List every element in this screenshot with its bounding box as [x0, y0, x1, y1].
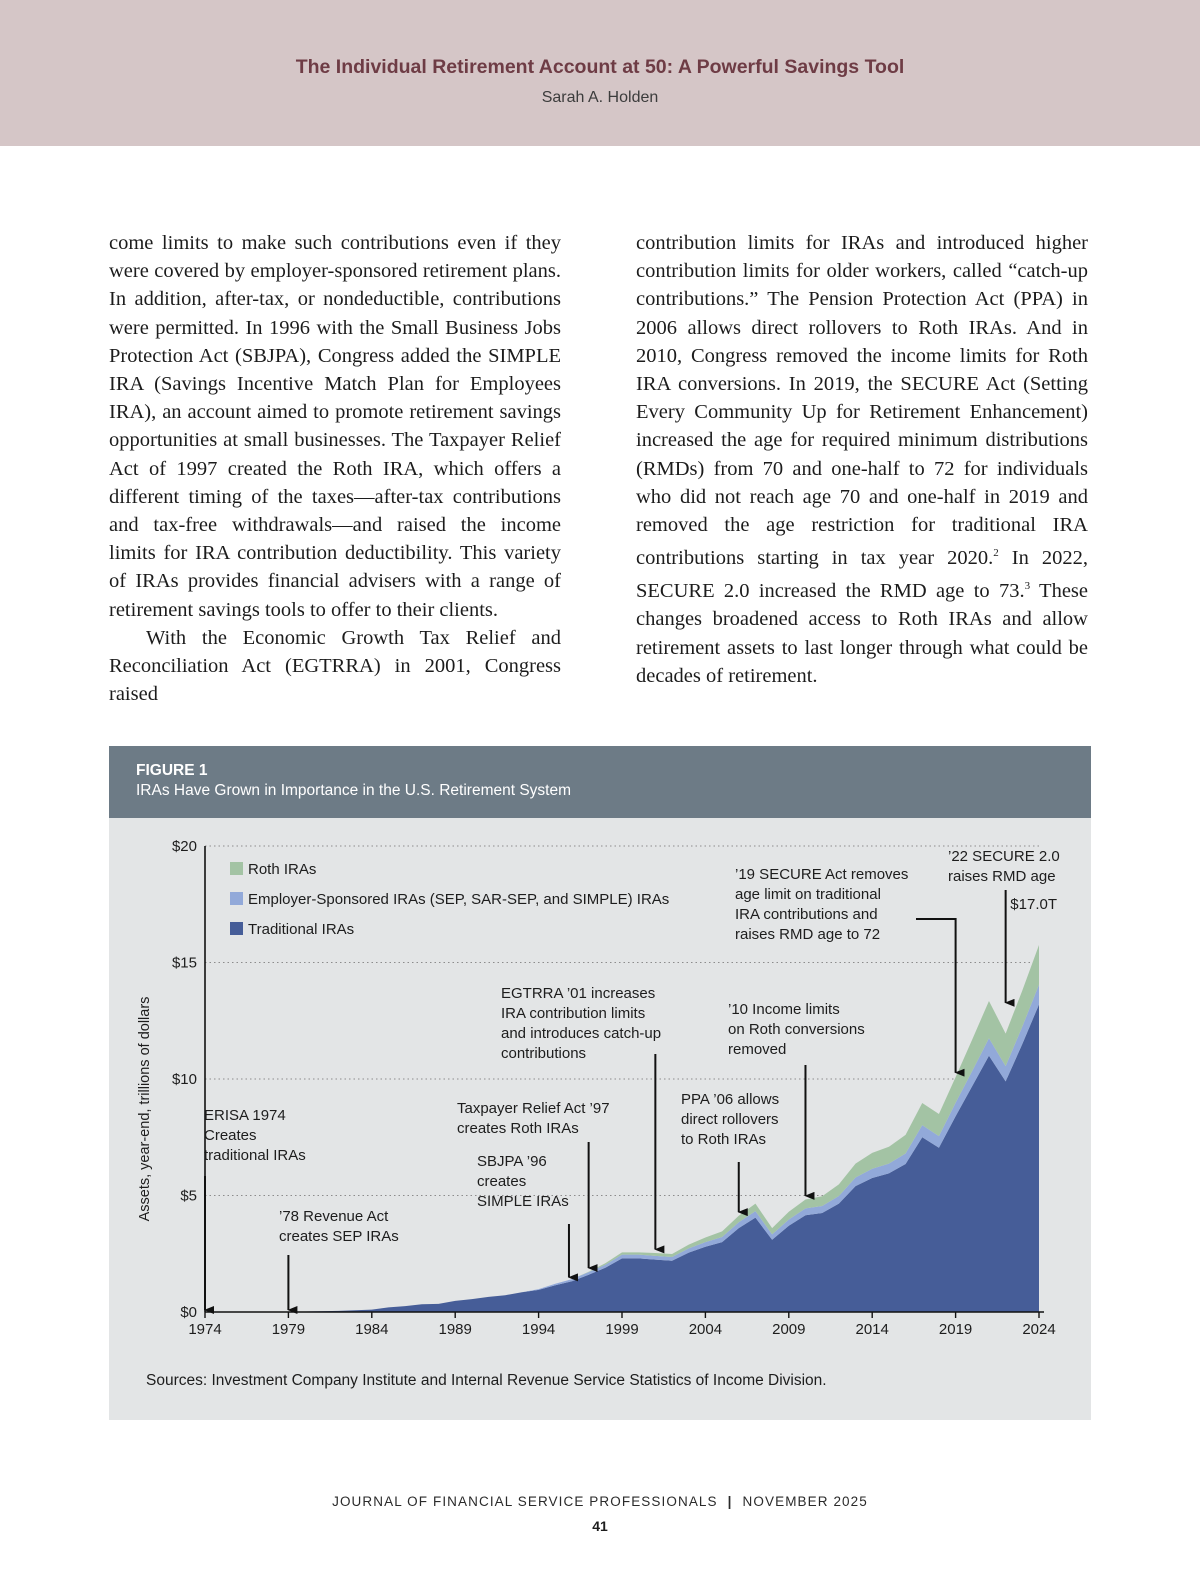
right-text-c: These changes broadened access to Roth IRAs and allow retirement assets to last longer through what could be decades of retirement.	[636, 580, 1089, 687]
annotation-erisa-1974-line: Creates	[204, 1127, 257, 1144]
legend-swatch-employer	[230, 892, 243, 905]
x-tick-label: 1999	[605, 1321, 639, 1338]
annotation-secure-act-2019-line: raises RMD age to 72	[735, 926, 881, 943]
journal-date: NOVEMBER 2025	[742, 1494, 868, 1509]
right-text-a: contribution limits for IRAs and introduced higher contribution limits for older workers, called “catch-up contributions.” The Pension Protection Act (PPA) in 2006 allows direct rollovers to Roth IRAs. And in 2010, Congress removed the income limits for Roth IRA conversions. In 2019, the SECURE Act (Setting Every Community Up for Retirement Enhancement) increased the age for required minimum distributions (RMDs) from 70 and one-half to 72 for individuals who did not reach age 70 and one-half in 2019 and removed the age restriction for traditional IRA contributions starting in tax year 2020.	[636, 232, 1088, 570]
figure-caption: IRAs Have Grown in Importance in the U.S. Retirement System	[136, 782, 572, 799]
annotation-sbjpa-1996-line: SIMPLE IRAs	[477, 1193, 569, 1210]
annotation-ppa-2006-line: to Roth IRAs	[681, 1131, 767, 1148]
legend-label-traditional: Traditional IRAs	[248, 921, 355, 938]
annotation-secure2-2022	[948, 848, 1060, 885]
x-tick-label: 1974	[188, 1321, 222, 1338]
annotation-secure-act-2019-line: age limit on traditional	[735, 886, 881, 903]
y-tick-label: $0	[180, 1304, 197, 1321]
x-tick-label: 2004	[688, 1321, 723, 1338]
annotation-erisa-1974-line: ERISA 1974	[204, 1107, 286, 1124]
annotation-egtrra-2001-line: EGTRRA ’01 increases	[501, 985, 656, 1002]
area-traditional-iras	[205, 1004, 1039, 1312]
annotation-secure-act-2019-line: ’19 SECURE Act removes	[735, 866, 909, 883]
annotation-income-limits-2010	[728, 1001, 865, 1058]
annotation-ppa-2006	[681, 1091, 779, 1148]
annotation-secure-act-2019-line: IRA contributions and	[735, 906, 878, 923]
annotation-sbjpa-1996-line: creates	[477, 1173, 527, 1190]
annotation-revenue-act-1978-line: creates SEP IRAs	[279, 1228, 399, 1245]
legend-label-roth: Roth IRAs	[248, 861, 317, 878]
annotation-taxpayer-relief-1997-line: creates Roth IRAs	[457, 1120, 579, 1137]
x-tick-label: 2014	[855, 1321, 889, 1338]
article-author: Sarah A. Holden	[541, 89, 659, 106]
annotation-income-limits-2010-line: removed	[728, 1041, 787, 1058]
annotation-taxpayer-relief-1997	[457, 1100, 610, 1137]
footer-journal	[0, 1494, 1200, 1509]
figure-header	[109, 746, 1091, 818]
x-tick-label: 1994	[521, 1321, 556, 1338]
annotation-sbjpa-1996	[477, 1153, 569, 1210]
figure-sources: Sources: Investment Company Institute and Internal Revenue Service Statistics of Income Division.	[146, 1372, 827, 1389]
total-value-label: $17.0T	[1010, 896, 1057, 913]
annotation-secure2-2022-line: raises RMD age	[948, 868, 1056, 885]
x-tick-label: 1984	[355, 1321, 389, 1338]
right-text-b: In 2022, SECURE 2.0 increased the RMD age to 73.	[636, 547, 1088, 603]
annotation-income-limits-2010-line: on Roth conversions	[728, 1021, 865, 1038]
annotation-income-limits-2010-line: ’10 Income limits	[728, 1001, 840, 1018]
article-title: The Individual Retirement Account at 50: A Powerful Savings Tool	[295, 56, 905, 78]
legend-swatch-traditional	[230, 922, 243, 935]
page-number: 41	[592, 1518, 608, 1534]
y-tick-label: $5	[180, 1187, 197, 1205]
x-tick-label: 2019	[938, 1321, 973, 1338]
annotation-sbjpa-1996-line: SBJPA ’96	[477, 1153, 547, 1170]
annotation-secure2-2022-line: ’22 SECURE 2.0	[948, 848, 1060, 865]
annotation-ppa-2006-line: direct rollovers	[681, 1111, 779, 1128]
x-tick-label: 1989	[438, 1321, 472, 1338]
footnote-2[interactable]: 2	[993, 547, 999, 560]
figure-label: FIGURE 1	[136, 762, 208, 779]
left-paragraph-1: come limits to make such contributions even if they were covered by employer-sponsored retirement plans. In addition, after-tax, or nondeductible, contributions were permitted. In 1996 with the Small Business Jobs Protection Act (SBJPA), Congress added the SIMPLE IRA (Savings Incentive Match Plan for Employees IRA), an account aimed to promote retirement savings opportunities at small businesses. The Taxpayer Relief Act of 1997 created the Roth IRA, which offers a different timing of the taxes—after-tax contributions and tax-free withdrawals—and raised the income limits for IRA contribution deductibility. This variety of IRAs provides financial advisers with a range of retirement savings tools to offer to their clients.	[109, 232, 561, 621]
left-paragraph-2: With the Economic Growth Tax Relief and Reconciliation Act (EGTRRA) in 2001, Congress raised	[109, 626, 561, 706]
annotation-egtrra-2001-line: IRA contribution limits	[501, 1005, 646, 1022]
annotation-egtrra-2001-line: and introduces catch-up	[501, 1025, 662, 1042]
figure-1	[109, 746, 1091, 1420]
annotation-revenue-act-1978-line: ’78 Revenue Act	[279, 1208, 389, 1225]
ira-assets-chart	[109, 818, 1091, 1366]
right-column	[636, 229, 1088, 690]
arrow-2019	[916, 919, 956, 1073]
journal-name: JOURNAL OF FINANCIAL SERVICE PROFESSIONALS	[332, 1494, 718, 1509]
x-tick-label: 2009	[772, 1321, 806, 1338]
x-tick-label: 2024	[1022, 1321, 1056, 1338]
annotation-taxpayer-relief-1997-line: Taxpayer Relief Act ’97	[457, 1100, 610, 1117]
annotation-egtrra-2001	[501, 985, 661, 1062]
left-column	[109, 229, 561, 708]
annotation-egtrra-2001-line: contributions	[501, 1045, 587, 1062]
annotation-erisa-1974	[204, 1107, 306, 1164]
annotation-erisa-1974-line: traditional IRAs	[204, 1147, 306, 1164]
footer-separator: |	[727, 1494, 733, 1509]
annotation-secure-act-2019	[735, 866, 908, 943]
y-tick-label: $10	[171, 1071, 197, 1088]
legend-swatch-roth	[230, 862, 243, 875]
footnote-3[interactable]: 3	[1024, 580, 1031, 593]
y-axis-label: Assets, year-end, trillions of dollars	[137, 996, 153, 1222]
y-tick-label: $15	[171, 954, 197, 972]
y-tick-label: $20	[171, 838, 197, 855]
right-paragraph-1	[636, 229, 1088, 690]
header-band	[0, 0, 1200, 146]
x-tick-label: 1979	[271, 1321, 306, 1338]
annotation-revenue-act-1978	[279, 1208, 399, 1245]
legend-label-employer: Employer-Sponsored IRAs (SEP, SAR-SEP, and SIMPLE) IRAs	[248, 891, 670, 908]
annotation-ppa-2006-line: PPA ’06 allows	[681, 1091, 780, 1108]
